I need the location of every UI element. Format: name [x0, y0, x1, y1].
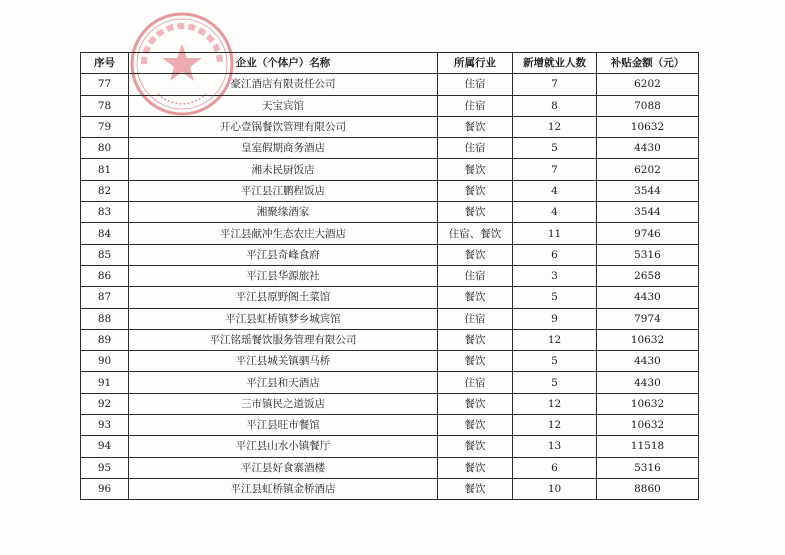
cell-new-jobs: 4 — [513, 202, 597, 223]
table-row — [81, 415, 699, 436]
cell-serial: 85 — [81, 244, 129, 265]
header-serial: 序号 — [81, 53, 129, 74]
cell-subsidy: 7974 — [597, 308, 699, 329]
cell-enterprise-name: 皇室假期商务酒店 — [129, 138, 438, 159]
cell-serial: 90 — [81, 351, 129, 372]
cell-serial: 89 — [81, 329, 129, 350]
cell-new-jobs: 6 — [513, 457, 597, 478]
cell-industry: 餐饮 — [438, 436, 513, 457]
table-row — [81, 223, 699, 244]
cell-serial: 86 — [81, 265, 129, 286]
cell-subsidy: 4430 — [597, 351, 699, 372]
cell-subsidy: 2658 — [597, 265, 699, 286]
cell-industry: 餐饮 — [438, 244, 513, 265]
cell-new-jobs: 5 — [513, 138, 597, 159]
cell-serial: 77 — [81, 74, 129, 95]
table-row — [81, 202, 699, 223]
cell-industry: 住宿 — [438, 74, 513, 95]
cell-new-jobs: 10 — [513, 478, 597, 499]
cell-enterprise-name: 湘聚缘酒家 — [129, 202, 438, 223]
cell-enterprise-name: 平江县华源旅社 — [129, 265, 438, 286]
table-header-row — [81, 53, 699, 74]
table-row — [81, 372, 699, 393]
cell-subsidy: 4430 — [597, 372, 699, 393]
cell-enterprise-name: 平江县原野阁土菜馆 — [129, 287, 438, 308]
cell-new-jobs: 5 — [513, 372, 597, 393]
table-row — [81, 74, 699, 95]
cell-serial: 83 — [81, 202, 129, 223]
header-subsidy: 补贴金额（元） — [597, 53, 699, 74]
cell-new-jobs: 5 — [513, 351, 597, 372]
cell-serial: 91 — [81, 372, 129, 393]
table-row — [81, 436, 699, 457]
cell-enterprise-name: 平江县城关镇驷马桥 — [129, 351, 438, 372]
table-row — [81, 95, 699, 116]
cell-industry: 住宿 — [438, 95, 513, 116]
cell-subsidy: 4430 — [597, 287, 699, 308]
cell-serial: 82 — [81, 180, 129, 201]
cell-industry: 餐饮 — [438, 180, 513, 201]
cell-new-jobs: 6 — [513, 244, 597, 265]
cell-new-jobs: 12 — [513, 393, 597, 414]
cell-serial: 84 — [81, 223, 129, 244]
cell-serial: 88 — [81, 308, 129, 329]
cell-industry: 餐饮 — [438, 329, 513, 350]
cell-enterprise-name: 平江铭瑶餐饮服务管理有限公司 — [129, 329, 438, 350]
cell-enterprise-name: 湘未民厨饭店 — [129, 159, 438, 180]
cell-industry: 餐饮 — [438, 116, 513, 137]
cell-new-jobs: 13 — [513, 436, 597, 457]
header-industry: 所属行业 — [438, 53, 513, 74]
cell-enterprise-name: 开心壹锅餐饮管理有限公司 — [129, 116, 438, 137]
cell-industry: 住宿 — [438, 372, 513, 393]
cell-new-jobs: 7 — [513, 74, 597, 95]
table-row — [81, 159, 699, 180]
cell-subsidy: 11518 — [597, 436, 699, 457]
cell-subsidy: 4430 — [597, 138, 699, 159]
cell-serial: 94 — [81, 436, 129, 457]
cell-industry: 餐饮 — [438, 457, 513, 478]
cell-industry: 住宿 — [438, 265, 513, 286]
table-row — [81, 393, 699, 414]
cell-industry: 住宿 — [438, 308, 513, 329]
cell-enterprise-name: 平江县虹桥镇金桥酒店 — [129, 478, 438, 499]
table-row — [81, 351, 699, 372]
cell-new-jobs: 8 — [513, 95, 597, 116]
table-row — [81, 244, 699, 265]
cell-subsidy: 3544 — [597, 180, 699, 201]
cell-industry: 餐饮 — [438, 351, 513, 372]
cell-industry: 住宿 — [438, 138, 513, 159]
cell-industry: 餐饮 — [438, 415, 513, 436]
cell-serial: 81 — [81, 159, 129, 180]
cell-new-jobs: 12 — [513, 415, 597, 436]
cell-subsidy: 9746 — [597, 223, 699, 244]
table-row — [81, 287, 699, 308]
cell-serial: 80 — [81, 138, 129, 159]
cell-industry: 餐饮 — [438, 202, 513, 223]
cell-new-jobs: 12 — [513, 116, 597, 137]
cell-industry: 餐饮 — [438, 159, 513, 180]
cell-industry: 餐饮 — [438, 478, 513, 499]
cell-subsidy: 10632 — [597, 393, 699, 414]
header-new-jobs: 新增就业人数 — [513, 53, 597, 74]
cell-new-jobs: 11 — [513, 223, 597, 244]
cell-serial: 79 — [81, 116, 129, 137]
cell-serial: 78 — [81, 95, 129, 116]
header-enterprise-name: 企业（个体户）名称 — [129, 53, 438, 74]
cell-subsidy: 6202 — [597, 159, 699, 180]
cell-enterprise-name: 平江县山水小镇餐厅 — [129, 436, 438, 457]
table-row — [81, 138, 699, 159]
cell-serial: 96 — [81, 478, 129, 499]
cell-subsidy: 3544 — [597, 202, 699, 223]
cell-new-jobs: 5 — [513, 287, 597, 308]
cell-subsidy: 5316 — [597, 457, 699, 478]
cell-new-jobs: 3 — [513, 265, 597, 286]
table-row — [81, 308, 699, 329]
cell-new-jobs: 7 — [513, 159, 597, 180]
cell-enterprise-name: 天宝宾馆 — [129, 95, 438, 116]
cell-serial: 87 — [81, 287, 129, 308]
cell-industry: 餐饮 — [438, 287, 513, 308]
cell-subsidy: 10632 — [597, 415, 699, 436]
cell-enterprise-name: 平江县献冲生态农庄大酒店 — [129, 223, 438, 244]
cell-subsidy: 8860 — [597, 478, 699, 499]
cell-subsidy: 7088 — [597, 95, 699, 116]
cell-new-jobs: 12 — [513, 329, 597, 350]
table-row — [81, 329, 699, 350]
cell-enterprise-name: 平江县江鹏程饭店 — [129, 180, 438, 201]
cell-enterprise-name: 豪江酒店有限责任公司 — [129, 74, 438, 95]
cell-subsidy: 10632 — [597, 116, 699, 137]
cell-serial: 93 — [81, 415, 129, 436]
cell-industry: 餐饮 — [438, 393, 513, 414]
table-row — [81, 457, 699, 478]
cell-new-jobs: 4 — [513, 180, 597, 201]
table-row — [81, 265, 699, 286]
cell-subsidy: 6202 — [597, 74, 699, 95]
cell-enterprise-name: 平江县旺市餐馆 — [129, 415, 438, 436]
table-row — [81, 478, 699, 499]
cell-new-jobs: 9 — [513, 308, 597, 329]
cell-serial: 95 — [81, 457, 129, 478]
cell-enterprise-name: 三市镇民之道饭店 — [129, 393, 438, 414]
cell-subsidy: 5316 — [597, 244, 699, 265]
cell-industry: 住宿、餐饮 — [438, 223, 513, 244]
cell-subsidy: 10632 — [597, 329, 699, 350]
subsidy-table — [80, 52, 699, 500]
cell-serial: 92 — [81, 393, 129, 414]
table-row — [81, 180, 699, 201]
table-row — [81, 116, 699, 137]
cell-enterprise-name: 平江县奇峰食府 — [129, 244, 438, 265]
cell-enterprise-name: 平江县好食寨酒楼 — [129, 457, 438, 478]
cell-enterprise-name: 平江县虹桥镇梦乡城宾馆 — [129, 308, 438, 329]
cell-enterprise-name: 平江县和天酒店 — [129, 372, 438, 393]
